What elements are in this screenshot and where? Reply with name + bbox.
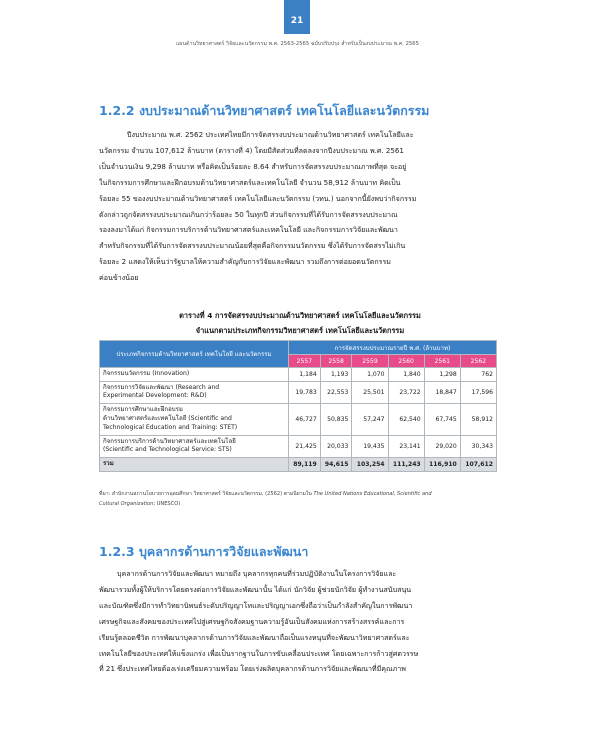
table-caption-label: ตารางที่ 4 [179,311,213,320]
table-cell: 762 [460,368,496,382]
section-heading-budget: 1.2.2 งบประมาณด้านวิทยาศาสตร์ เทคโนโลยีและนวัตกรรม [99,103,430,118]
table-cell: 107,612 [460,457,496,471]
table-row [100,435,497,457]
personnel-paragraph [99,566,501,677]
row-label-line: กิจกรรมการบริการด้านวิทยาศาสตร์และเทคโนโลยี [103,437,236,445]
table-row [100,381,497,403]
table-cell: 23,141 [388,435,424,457]
paragraph-line: รองลงมาได้แก่ กิจกรรมการบริการด้านวิทยาศาสตร์และเทคโนโลยี และกิจกรรมการวิจัยและพัฒนา [99,225,398,235]
paragraph-line: เทคโนโลยีของประเทศให้แข็งแกร่ง เพื่อเป็นรากฐานในการขับเคลื่อนประเทศ โดยเฉพาะการก้าวสู่ศตวรรษ [99,648,419,658]
table-cell: 21,425 [289,435,321,457]
table-cell: 17,596 [460,381,496,403]
source-note [99,490,501,509]
table-cell: 57,247 [352,403,388,435]
table-row [100,368,497,382]
row-label-line: Experimental Development: R&D) [103,392,207,400]
paragraph-line: เศรษฐกิจและสังคมของประเทศไปสู่เศรษฐกิจสังคมฐานความรู้อันเป็นสังคมแห่งการสร้างสรรค์และการ [99,616,405,626]
paragraph-line: ในกิจกรรมการศึกษาและฝึกอบรมด้านวิทยาศาสตร์และเทคโนโลยี จำนวน 58,912 ล้านบาท คิดเป็น [99,177,401,187]
paragraph-line: ร้อยละ 55 ของงบประมาณด้านวิทยาศาสตร์ เทคโนโลยีและนวัตกรรม (วทน.) นอกจากนี้ยังพบว่ากิจกรรม [99,193,417,203]
row-label-line: กิจกรรมการวิจัยและพัฒนา (Research and [103,383,220,391]
table-cell: 111,243 [388,457,424,471]
source-text: ที่มา: สำนักงานสภานโยบายการอุดมศึกษา วิทยาศาสตร์ วิจัยและนวัตกรรม, (2562) ตามนิยามใน [99,491,314,497]
source-italic: The United Nations Educational, Scientific and [313,491,432,497]
year-header: 2560 [388,355,424,368]
row-label [100,403,289,435]
paragraph-line: ที่ 21 ซึ่งประเทศไทยต้องเร่งเตรียมความพร้อม โดยเร่งผลิตบุคลากรด้านการวิจัยและพัฒนาที่มีคุณภาพ [99,664,406,674]
paragraph-line: เรียนรู้ตลอดชีวิต การพัฒนาบุคลากรด้านการวิจัยและพัฒนาถือเป็นแรงหนุนที่จะพัฒนาวิทยาศาสตร์และ [99,632,410,642]
page-number: 21 [284,0,310,34]
category-header: ประเภทกิจกรรมด้านวิทยาศาสตร์ เทคโนโลยี และนวัตกรรม [100,341,289,368]
table-caption-line2: จำแนกตามประเภทกิจกรรมวิทยาศาสตร์ เทคโนโลยีและนวัตกรรม [195,325,405,335]
paragraph-line: ปีงบประมาณ พ.ศ. 2562 ประเทศไทยมีการจัดสรรงบประมาณด้านวิทยาศาสตร์ เทคโนโลยีและ [127,130,414,139]
paragraph-line: และบัณฑิตซึ่งมีการทำวิทยานิพนธ์ระดับปริญญาโทและปริญญาเอกซึ่งถือว่าเป็นกำลังสำคัญในการพัฒนา [99,600,413,610]
table-cell: 46,727 [289,403,321,435]
source-italic: Cultural Organization [99,500,154,507]
table-caption [99,309,501,338]
table-cell: 62,540 [388,403,424,435]
table-cell: 1,184 [289,368,321,382]
table-cell: 19,783 [289,381,321,403]
paragraph-line: เป็นจำนวนเงิน 9,298 ล้านบาท หรือคิดเป็นร้อยละ 8.64 สำหรับการจัดสรรงบประมาณภาพที่สุด จะอยู่ [99,161,407,171]
row-label-line: กิจกรรมนวัตกรรม (Innovation) [103,370,190,377]
source-tail: ; UNESCO) [153,500,181,507]
row-label [100,368,289,382]
year-header: 2558 [320,355,352,368]
table-cell: 50,835 [320,403,352,435]
row-label-line: Technological Education and Training: STET) [103,423,238,431]
paragraph-line: บุคลากรด้านการวิจัยและพัฒนา หมายถึง บุคลากรทุกคนที่ร่วมปฏิบัติงานในโครงการวิจัยและ [117,569,397,578]
total-label: รวม [100,457,289,471]
table-cell: 1,840 [388,368,424,382]
year-header: 2559 [352,355,388,368]
year-group-header: การจัดสรรงบประมาณรายปี พ.ศ. (ล้านบาท) [289,341,497,355]
row-label [100,435,289,457]
table-cell: 20,033 [320,435,352,457]
budget-paragraph [99,127,501,286]
row-label [100,381,289,403]
budget-table [99,340,497,472]
table-cell: 30,343 [460,435,496,457]
paragraph-line: พัฒนารวมทั้งผู้ให้บริการโดยตรงต่อการวิจัยและพัฒนานั้น ได้แก่ นักวิจัย ผู้ช่วยนักวิจัย ผู้ทำงานสนับสนุน [99,584,412,594]
table-cell: 19,435 [352,435,388,457]
table-cell: 89,119 [289,457,321,471]
table-cell: 116,910 [424,457,460,471]
row-label-line: กิจกรรมการศึกษาและฝึกอบรม [103,406,183,414]
table-cell: 1,298 [424,368,460,382]
year-header: 2557 [289,355,321,368]
paragraph-line: สำหรับกิจกรรมที่ได้รับการจัดสรรงบประมาณน้อยที่สุดคือกิจกรรมนวัตกรรม ซึ่งได้รับการจัดสรรไม่เกิน [99,241,406,251]
section-heading-personnel: 1.2.3 บุคลากรด้านการวิจัยและพัฒนา [99,544,309,559]
table-cell: 58,912 [460,403,496,435]
table-cell: 18,847 [424,381,460,403]
table-row [100,403,497,435]
table-cell: 1,070 [352,368,388,382]
table-cell: 67,745 [424,403,460,435]
paragraph-line: ร้อยละ 2 แสดงให้เห็นว่ารัฐบาลให้ความสำคัญกับการวิจัยและพัฒนา รวมถึงการต่อยอดนวัตกรรม [99,257,391,267]
table-cell: 22,553 [320,381,352,403]
running-header: แผนด้านวิทยาศาสตร์ วิจัยและนวัตกรรม พ.ศ. 2563-2565 ฉบับปรับปรุง สำหรับเป็นงบประมาณ พ.ศ. 2565 [176,41,419,47]
table-cell: 103,254 [352,457,388,471]
year-header: 2562 [460,355,496,368]
paragraph-line: ดังกล่าวถูกจัดสรรงบประมาณเกินกว่าร้อยละ 50 ในทุกปี ส่วนกิจกรรมที่ได้รับการจัดสรรงบประมาณ [99,209,398,219]
table-cell: 94,615 [320,457,352,471]
paragraph-line: ค่อนข้างน้อย [99,273,139,283]
row-label-line: ด้านวิทยาศาสตร์และเทคโนโลยี (Scientific and [103,414,232,422]
row-label-line: (Scientific and Technological Service: STS) [103,446,232,454]
table-total-row [100,457,497,471]
table-caption-line1: การจัดสรรงบประมาณด้านวิทยาศาสตร์ เทคโนโลยีและนวัตกรรม [214,311,421,320]
paragraph-line: นวัตกรรม จำนวน 107,612 ล้านบาท (ตารางที่ 4) โดยมีสัดส่วนที่ลดลงจากปีงบประมาณ พ.ศ. 2561 [99,145,404,155]
table-cell: 23,722 [388,381,424,403]
table-cell: 1,193 [320,368,352,382]
year-header: 2561 [424,355,460,368]
table-cell: 29,020 [424,435,460,457]
table-cell: 25,501 [352,381,388,403]
